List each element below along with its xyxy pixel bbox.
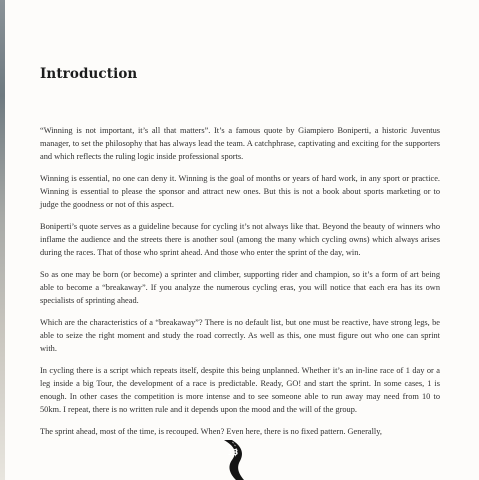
road-ribbon-icon <box>218 440 248 480</box>
paragraph-7: The sprint ahead, most of the time, is recouped. When? Even here, there is no fixed pattern. Generally, <box>40 427 382 436</box>
paragraph-5: Which are the characteristics of a “breakaway”? There is no default list, but one must be reactive, have strong legs, be able to seize the right moment and study the road correctly. As well as this, one must figure out who one can sprint with. <box>40 318 440 353</box>
paragraph-6: In cycling there is a script which repeats itself, despite this being unplanned. Whether it’s an in-line race of 1 day or a leg inside a big Tour, the development of a race is predictable. Ready, GO! and start the sprint. In some cases, 1 is enough. In other cases the competition is more intense and to see someone able to run away may need from 10 to 50km. I repeat, there is no written rule and it depends upon the mood and the will of the group. <box>40 366 440 414</box>
paragraph-3: Boniperti’s quote serves as a guideline because for cycling it’s not always like that. Beyond the beauty of winners who inflame the audience and the streets there is another soul (among the many which cycling owns) which always arises during the races. That of those who sprint ahead. And those who enter the sprint of the day, win. <box>40 222 440 257</box>
page-title: Introduction <box>40 66 138 82</box>
page-edge-strip <box>0 0 5 480</box>
page-number: 13 <box>227 448 239 457</box>
paragraph-1: “Winning is not important, it’s all that matters”. It’s a famous quote by Giampiero Boniperti, a historic Juventus manager, to set the philosophy that has always lead the team. A catchphrase, captivating and exciting for the supporters and which reflects the ruling logic inside professional sports. <box>40 126 440 161</box>
paragraph-2: Winning is essential, no one can deny it. Winning is the goal of months or years of hard work, in any sport or practice. Winning is essential to please the sponsor and attract new ones. But this is not a book about sports marketing or to judge the goodness or not of this aspect. <box>40 174 440 209</box>
paragraph-4: So as one may be born (or become) a sprinter and climber, supporting rider and champion, so it’s a form of art being able to become a “breakaway”. If you analyze the numerous cycling eras, you will notice that each era has its own specialists of sprinting ahead. <box>40 270 440 305</box>
body-text <box>40 124 440 447</box>
